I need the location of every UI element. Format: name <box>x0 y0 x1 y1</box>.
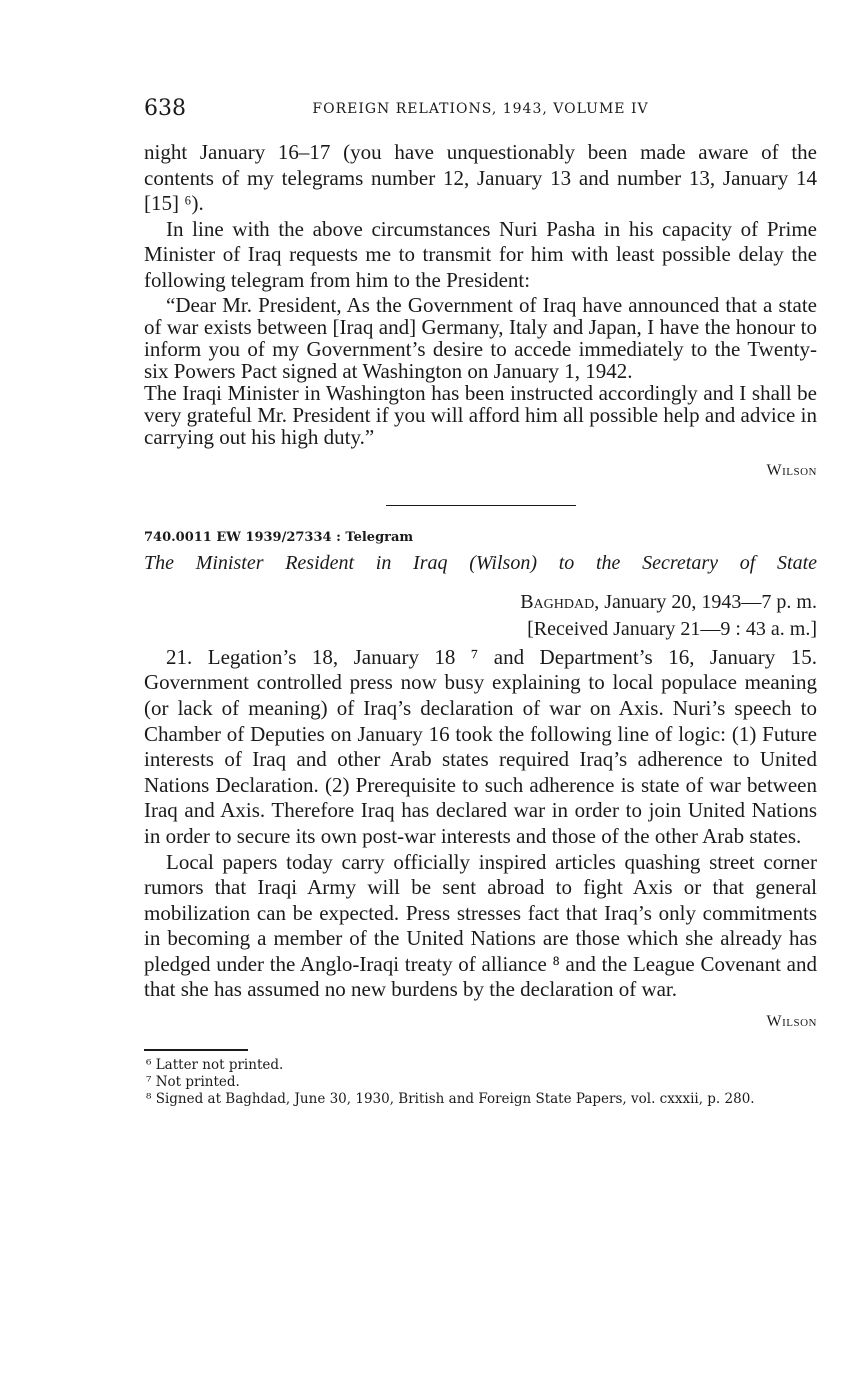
footnote: ⁸ Signed at Baghdad, June 30, 1930, British and Foreign State Papers, vol. cxxxii, p. 280. <box>146 1090 755 1107</box>
paragraph: 21. Legation’s 18, January 18 ⁷ and Department’s 16, January 15. Government controlled press now busy explaining to local populace meaning (or lack of meaning) of Iraq’s declaration of war on Axis. Nuri’s speech to Chamber of Deputies on January 16 took the following line of logic: (1) Future interests of Iraq and other Arab states required Iraq’s adherence to United Nations Declaration. (2) Prerequisite to such adherence is state of war between Iraq and Axis. Therefore Iraq has declared war in order to join United Nations in order to secure its own post-war interests and those of the other Arab states. <box>144 644 817 848</box>
page-number: 638 <box>144 96 186 121</box>
running-title: FOREIGN RELATIONS, 1943, VOLUME IV <box>312 101 649 117</box>
document-title: The Minister Resident in Iraq (Wilson) to the Secretary of State <box>144 552 817 575</box>
date: January 20, 1943—7 p. m. <box>604 590 817 613</box>
received-line: [Received January 21—9 : 43 a. m.] <box>527 617 817 640</box>
paragraph: In line with the above circumstances Nuri Pasha in his capacity of Prime Minister of Iraq requests me to transmit for him with least possible delay the following telegram from him to the President: <box>144 216 817 292</box>
paragraph: Local papers today carry officially inspired articles quashing street corner rumors that Iraqi Army will be sent abroad to fight Axis or that general mobilization can be expected. Press stresses fact that Iraq’s only commitments in becoming a member of the United Nations are those which she already has pledged under the Anglo-Iraqi treaty of alliance ⁸ and the League Covenant and that she has assumed no new burdens by the declaration of war. <box>144 849 817 1002</box>
document-page <box>144 96 817 1108</box>
section-divider <box>386 505 576 506</box>
dateline <box>144 589 817 643</box>
footnote: ⁶ Latter not printed. <box>146 1056 284 1073</box>
running-head <box>144 96 817 122</box>
paragraph: night January 16–17 (you have unquestionably been made aware of the contents of my telegrams number 12, January 13 and number 13, January 14 [15] ⁶). <box>144 140 817 216</box>
place: Baghdad, <box>520 590 600 613</box>
file-reference: 740.0011 EW 1939/27334 : Telegram <box>144 530 414 546</box>
quoted-telegram: “Dear Mr. President, As the Government of Iraq have announced that a state of war exists between [Iraq and] Germany, Italy and Japan, I have the honour to inform you of my Government’s desire to accede immediately to the Twenty-six Powers Pact signed at Washington on January 1, 1942. <box>144 292 817 383</box>
continuation-section <box>144 140 817 483</box>
footnote: ⁷ Not printed. <box>146 1073 240 1090</box>
telegram-body <box>144 645 817 1035</box>
signature: Wilson <box>766 461 817 479</box>
quoted-telegram: The Iraqi Minister in Washington has been instructed accordingly and I shall be very grateful Mr. President if you will afford him all possible help and advice in carrying out his high duty.” <box>144 380 817 449</box>
footnotes <box>144 1057 817 1108</box>
footnote-divider <box>144 1049 248 1051</box>
signature: Wilson <box>766 1013 817 1031</box>
